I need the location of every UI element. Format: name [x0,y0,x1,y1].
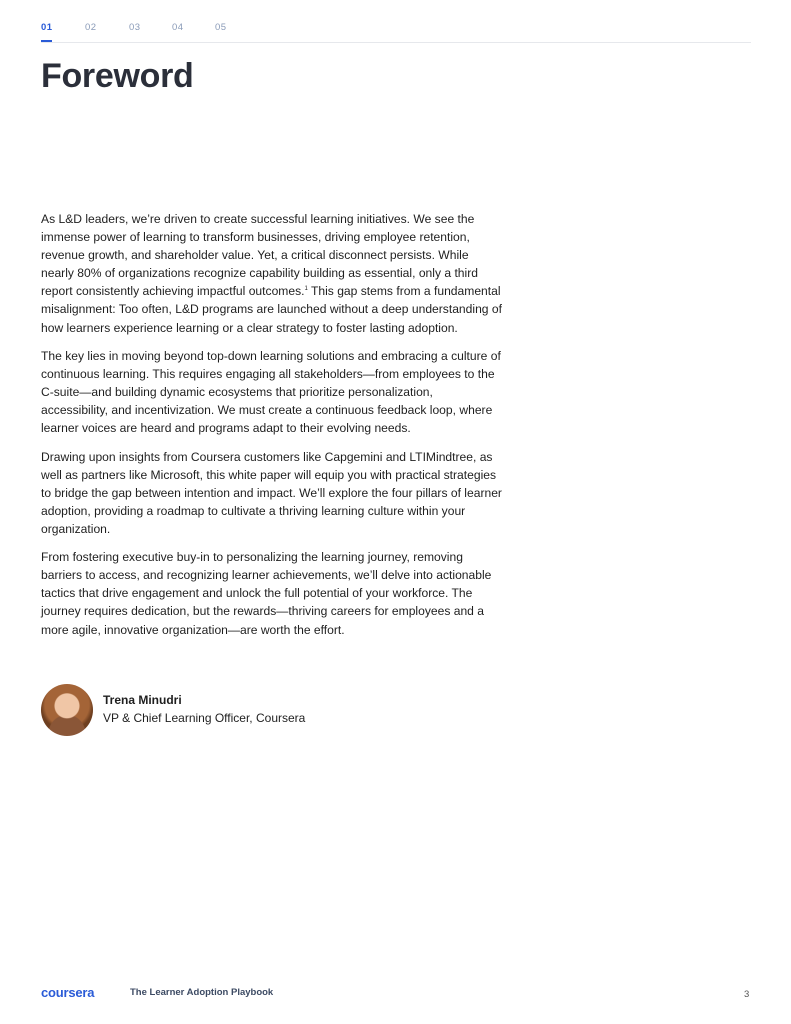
author-signature [41,684,361,736]
author-role: VP & Chief Learning Officer, Coursera [103,711,306,725]
paragraph-1-text: As L&D leaders, we’re driven to create successful learning initiatives. We see the immense power of learning to transform businesses, driving employee retention, revenue growth, and shareholder value. Yet, a critical disconnect persists. While nearly 80% of organizations recognize capability building as essential, only a third report consistently achieving impactful outcomes. [41,212,478,299]
footnote-marker[interactable]: 1 [304,286,308,293]
tab-02[interactable]: 02 [85,22,97,33]
footer-doc-title: The Learner Adoption Playbook [130,987,274,998]
paragraph-4: From fostering executive buy-in to personalizing the learning journey, removing barriers to access, and recognizing learner achievements, we’ll delve into actionable tactics that drive engagement and unlock the full potential of your workforce. The journey requires dedication, but the rewards—thriving careers for employees and a more agile, innovative organization—are worth the effort. [41,550,492,637]
tab-04[interactable]: 04 [172,22,184,33]
author-avatar [41,684,93,736]
coursera-logo: coursera [41,985,95,1000]
tab-05[interactable]: 05 [215,22,227,33]
page-title: Foreword [41,57,194,95]
paragraph-1 [41,210,503,337]
author-name: Trena Minudri [103,693,182,707]
paragraph-3: Drawing upon insights from Coursera customers like Capgemini and LTIMindtree, as well as partners like Microsoft, this white paper will equip you with practical strategies to bridge the gap between intention and impact. We’ll explore the four pillars of learner adoption, providing a roadmap to cultivate a thriving learning culture within your organization. [41,449,502,536]
tab-01[interactable]: 01 [41,22,53,33]
foreword-body [41,210,503,649]
section-tabs [41,22,751,43]
paragraph-1-tail: This gap stems from a fundamental misalignment: Too often, L&D programs are launched without a deep understanding of how learners experience learning or a clear strategy to foster lasting adoption. [41,284,502,335]
paragraph-2: The key lies in moving beyond top-down learning solutions and embracing a culture of continuous learning. This requires engaging all stakeholders—from employees to the C-suite—and building dynamic ecosystems that prioritize personalization, accessibility, and incentivization. We must create a continuous feedback loop, where learner voices are heard and programs adapt to their evolving needs. [41,348,501,436]
tab-03[interactable]: 03 [129,22,141,33]
page-number: 3 [744,989,750,1000]
